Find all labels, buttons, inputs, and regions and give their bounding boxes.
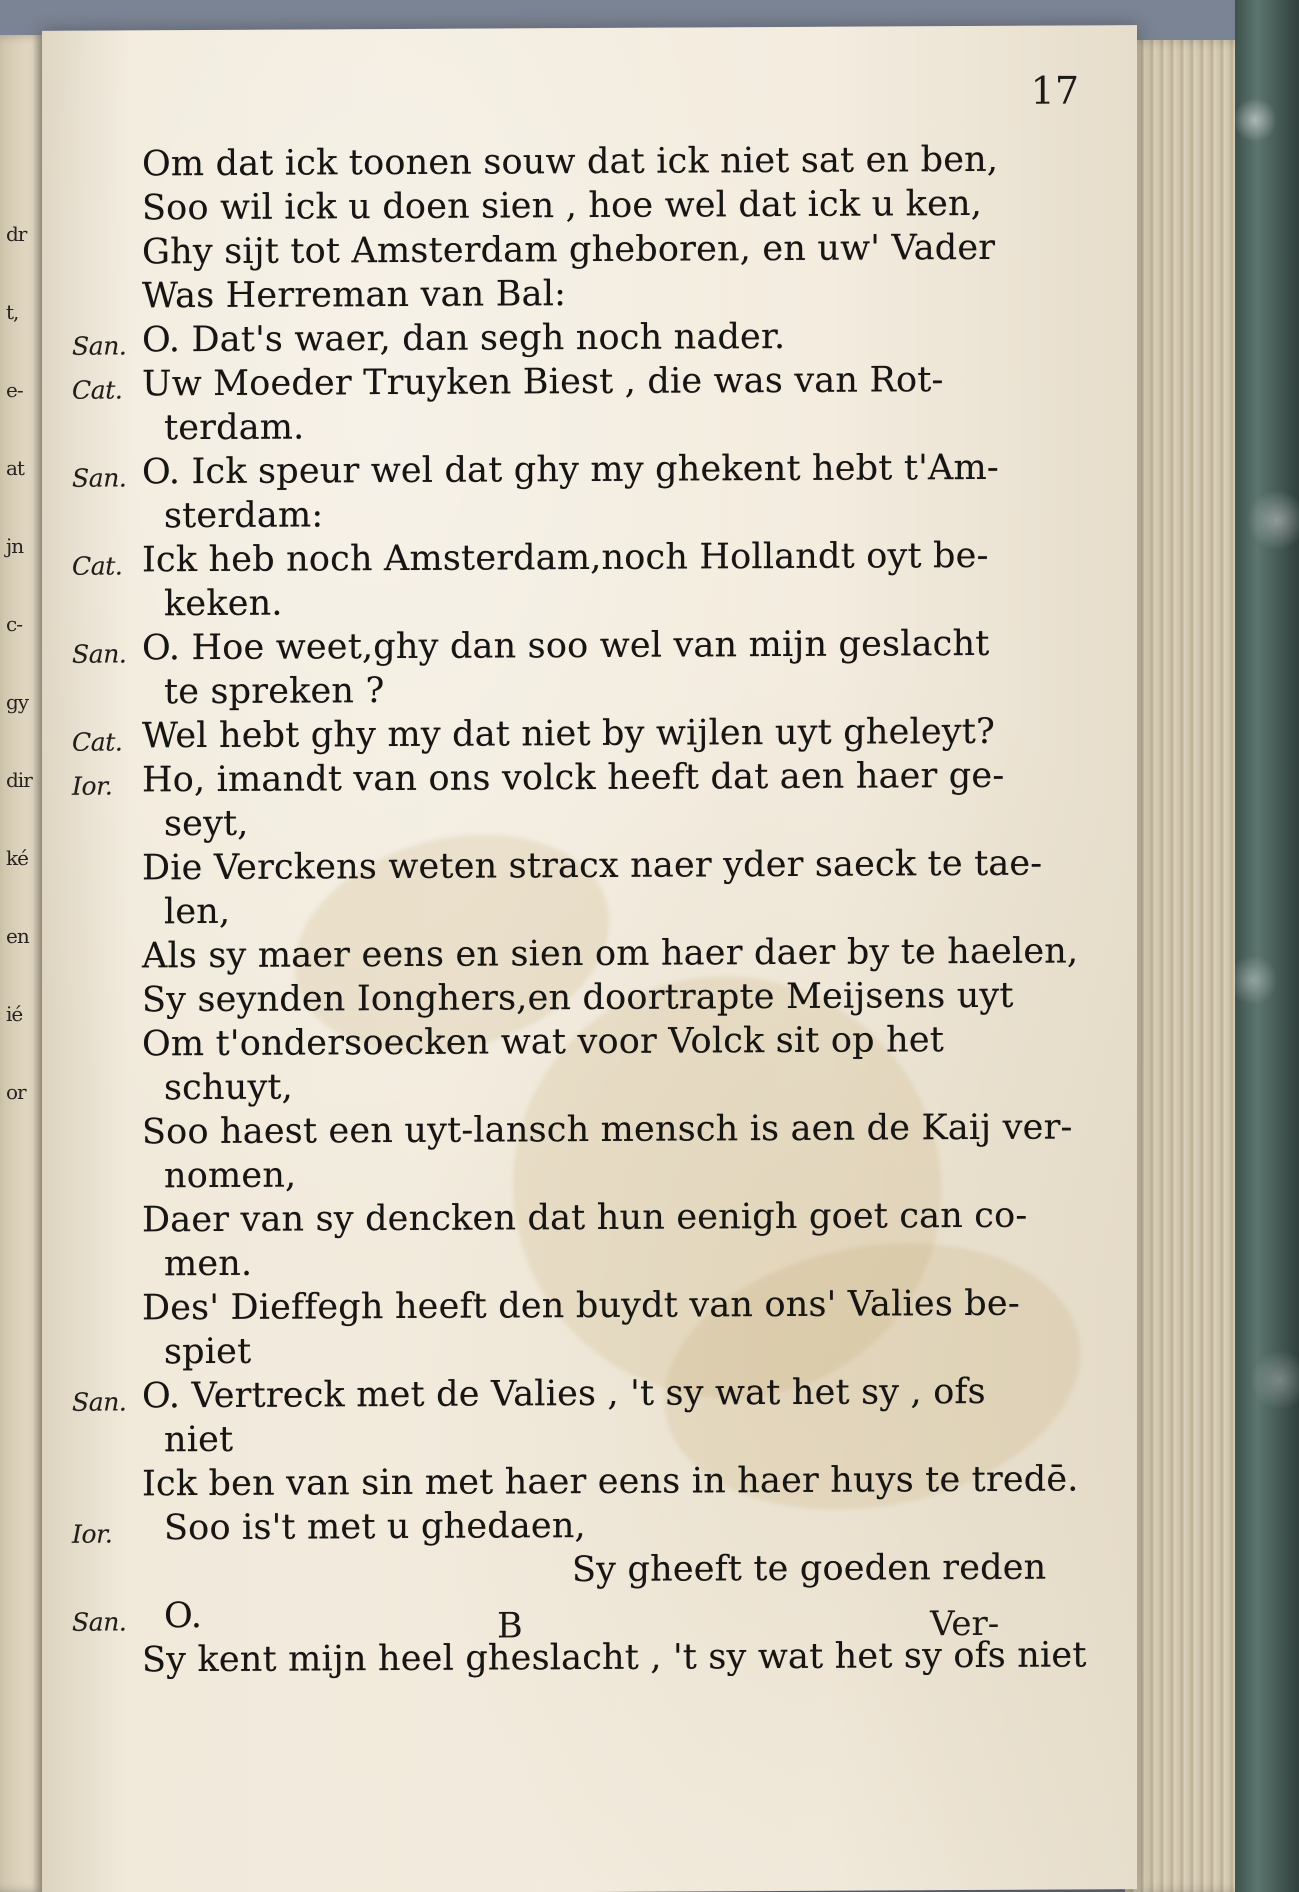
line-text: O.: [164, 1596, 203, 1637]
speaker-label: San.: [72, 331, 127, 361]
left-margin-fragment: at: [6, 456, 24, 480]
text-line: [72, 313, 1092, 362]
line-text: Sy gheeft te goeden reden: [572, 1547, 1047, 1591]
line-text: schuyt,: [164, 1067, 294, 1109]
text-line: [72, 1193, 1092, 1242]
text-line: [72, 137, 1092, 186]
marbled-cover-edge: [1235, 0, 1299, 1892]
line-text: Ick heb noch Amsterdam,noch Hollandt oyt be-: [142, 535, 989, 581]
text-line: [72, 225, 1092, 274]
line-text: sterdam:: [164, 495, 324, 537]
line-text: O. Dat's waer, dan segh noch nader.: [142, 316, 786, 361]
left-margin-fragment: en: [6, 924, 29, 948]
line-text: Uw Moeder Truyken Biest , die was van Rot-: [142, 360, 944, 405]
speaker-label: San.: [72, 463, 127, 493]
left-margin-fragment: ié: [6, 1002, 23, 1026]
line-text: seyt,: [164, 803, 249, 845]
line-text: Ho, imandt van ons volck heeft dat aen haer ge-: [142, 755, 1005, 801]
line-text: Als sy maer eens en sien om haer daer by te haelen,: [142, 931, 1079, 977]
line-text: Ick ben van sin met haer eens in haer huys te tredē.: [142, 1459, 1079, 1505]
text-line: [72, 1457, 1092, 1506]
line-text: te spreken ?: [164, 671, 385, 713]
line-text: Daer van sy dencken dat hun eenigh goet can co-: [142, 1195, 1028, 1241]
speaker-label: Cat.: [72, 727, 123, 757]
line-text: Om t'ondersoecken wat voor Volck sit op het: [142, 1020, 945, 1065]
line-text: keken.: [164, 583, 283, 625]
text-line: [72, 445, 1092, 494]
text-line: [72, 1413, 1092, 1462]
text-line: [72, 665, 1092, 714]
speaker-label: Cat.: [72, 375, 123, 405]
catchword: Ver-: [930, 1603, 1000, 1645]
text-line: [72, 1369, 1092, 1418]
text-line: [72, 1017, 1092, 1066]
text-line: [72, 973, 1092, 1022]
left-margin-fragment: c-: [6, 612, 22, 636]
line-text: Ghy sijt tot Amsterdam gheboren, en uw' Vader: [142, 227, 996, 273]
text-line: [72, 181, 1092, 230]
left-margin-fragment: dir: [6, 768, 32, 792]
line-text: Soo is't met u ghedaen,: [164, 1506, 586, 1549]
text-line: [72, 1237, 1092, 1286]
speaker-label: Ior.: [72, 1519, 113, 1549]
left-margin-fragment: or: [6, 1080, 26, 1104]
line-text: niet: [164, 1419, 234, 1461]
line-text: Om dat ick toonen souw dat ick niet sat en ben,: [142, 139, 999, 185]
line-text: Die Verckens weten stracx naer yder saeck te tae-: [142, 843, 1043, 889]
left-margin-fragment: jn: [6, 534, 24, 558]
text-line: [72, 929, 1092, 978]
page-number: 17: [1030, 68, 1079, 113]
line-text: Wel hebt ghy my dat niet by wijlen uyt gheleyt?: [142, 711, 995, 757]
speaker-label: Ior.: [72, 771, 113, 801]
printed-page: [42, 25, 1137, 1892]
text-line: [72, 1281, 1092, 1330]
left-margin-fragment: e-: [6, 378, 23, 402]
text-line: [72, 1105, 1092, 1154]
text-line: [72, 1061, 1092, 1110]
line-text: O. Hoe weet,ghy dan soo wel van mijn geslacht: [142, 623, 990, 669]
line-text: Des' Dieffegh heeft den buydt van ons' Valies be-: [142, 1283, 1020, 1329]
text-line: [72, 1325, 1092, 1374]
text-line: [72, 269, 1092, 318]
text-line: [72, 841, 1092, 890]
left-page-text-fragments: [6, 195, 40, 1131]
line-text: terdam.: [164, 407, 305, 449]
text-line: [72, 621, 1092, 670]
text-line: [72, 577, 1092, 626]
text-line: [72, 489, 1092, 538]
left-page-edge: [0, 35, 46, 1892]
text-line: [72, 1149, 1092, 1198]
line-text: len,: [164, 891, 231, 933]
text-line: [72, 797, 1092, 846]
line-text: Was Herreman van Bal:: [142, 274, 567, 317]
speaker-label: San.: [72, 1607, 127, 1637]
text-line: [72, 357, 1092, 406]
line-text: men.: [164, 1243, 253, 1285]
play-text-block: [72, 137, 1092, 1682]
text-line: [72, 753, 1092, 802]
signature-mark: B: [497, 1606, 523, 1647]
text-line: [72, 1501, 1092, 1550]
left-margin-fragment: ké: [6, 846, 28, 870]
text-line: [72, 533, 1092, 582]
speaker-label: San.: [72, 1387, 127, 1417]
left-margin-fragment: t,: [6, 300, 19, 324]
text-line: [72, 1545, 1092, 1594]
line-text: spiet: [164, 1331, 252, 1373]
line-text: Soo wil ick u doen sien , hoe wel dat ick u ken,: [142, 183, 983, 229]
line-text: Sy seynden Ionghers,en doortrapte Meijsens uyt: [142, 975, 1014, 1021]
line-text: O. Ick speur wel dat ghy my ghekent hebt t'Am-: [142, 447, 999, 493]
speaker-label: Cat.: [72, 551, 123, 581]
left-margin-fragment: dr: [6, 222, 27, 246]
line-text: nomen,: [164, 1155, 297, 1197]
line-text: O. Vertreck met de Valies , 't sy wat het sy , ofs: [142, 1371, 986, 1417]
text-line: [72, 885, 1092, 934]
line-text: Sy kent mijn heel gheslacht , 't sy wat het sy ofs niet: [142, 1635, 1087, 1681]
text-line: [72, 709, 1092, 758]
text-line: [72, 401, 1092, 450]
speaker-label: San.: [72, 639, 127, 669]
line-text: Soo haest een uyt-lansch mensch is aen de Kaij ver-: [142, 1107, 1073, 1153]
left-margin-fragment: gy: [6, 690, 29, 714]
